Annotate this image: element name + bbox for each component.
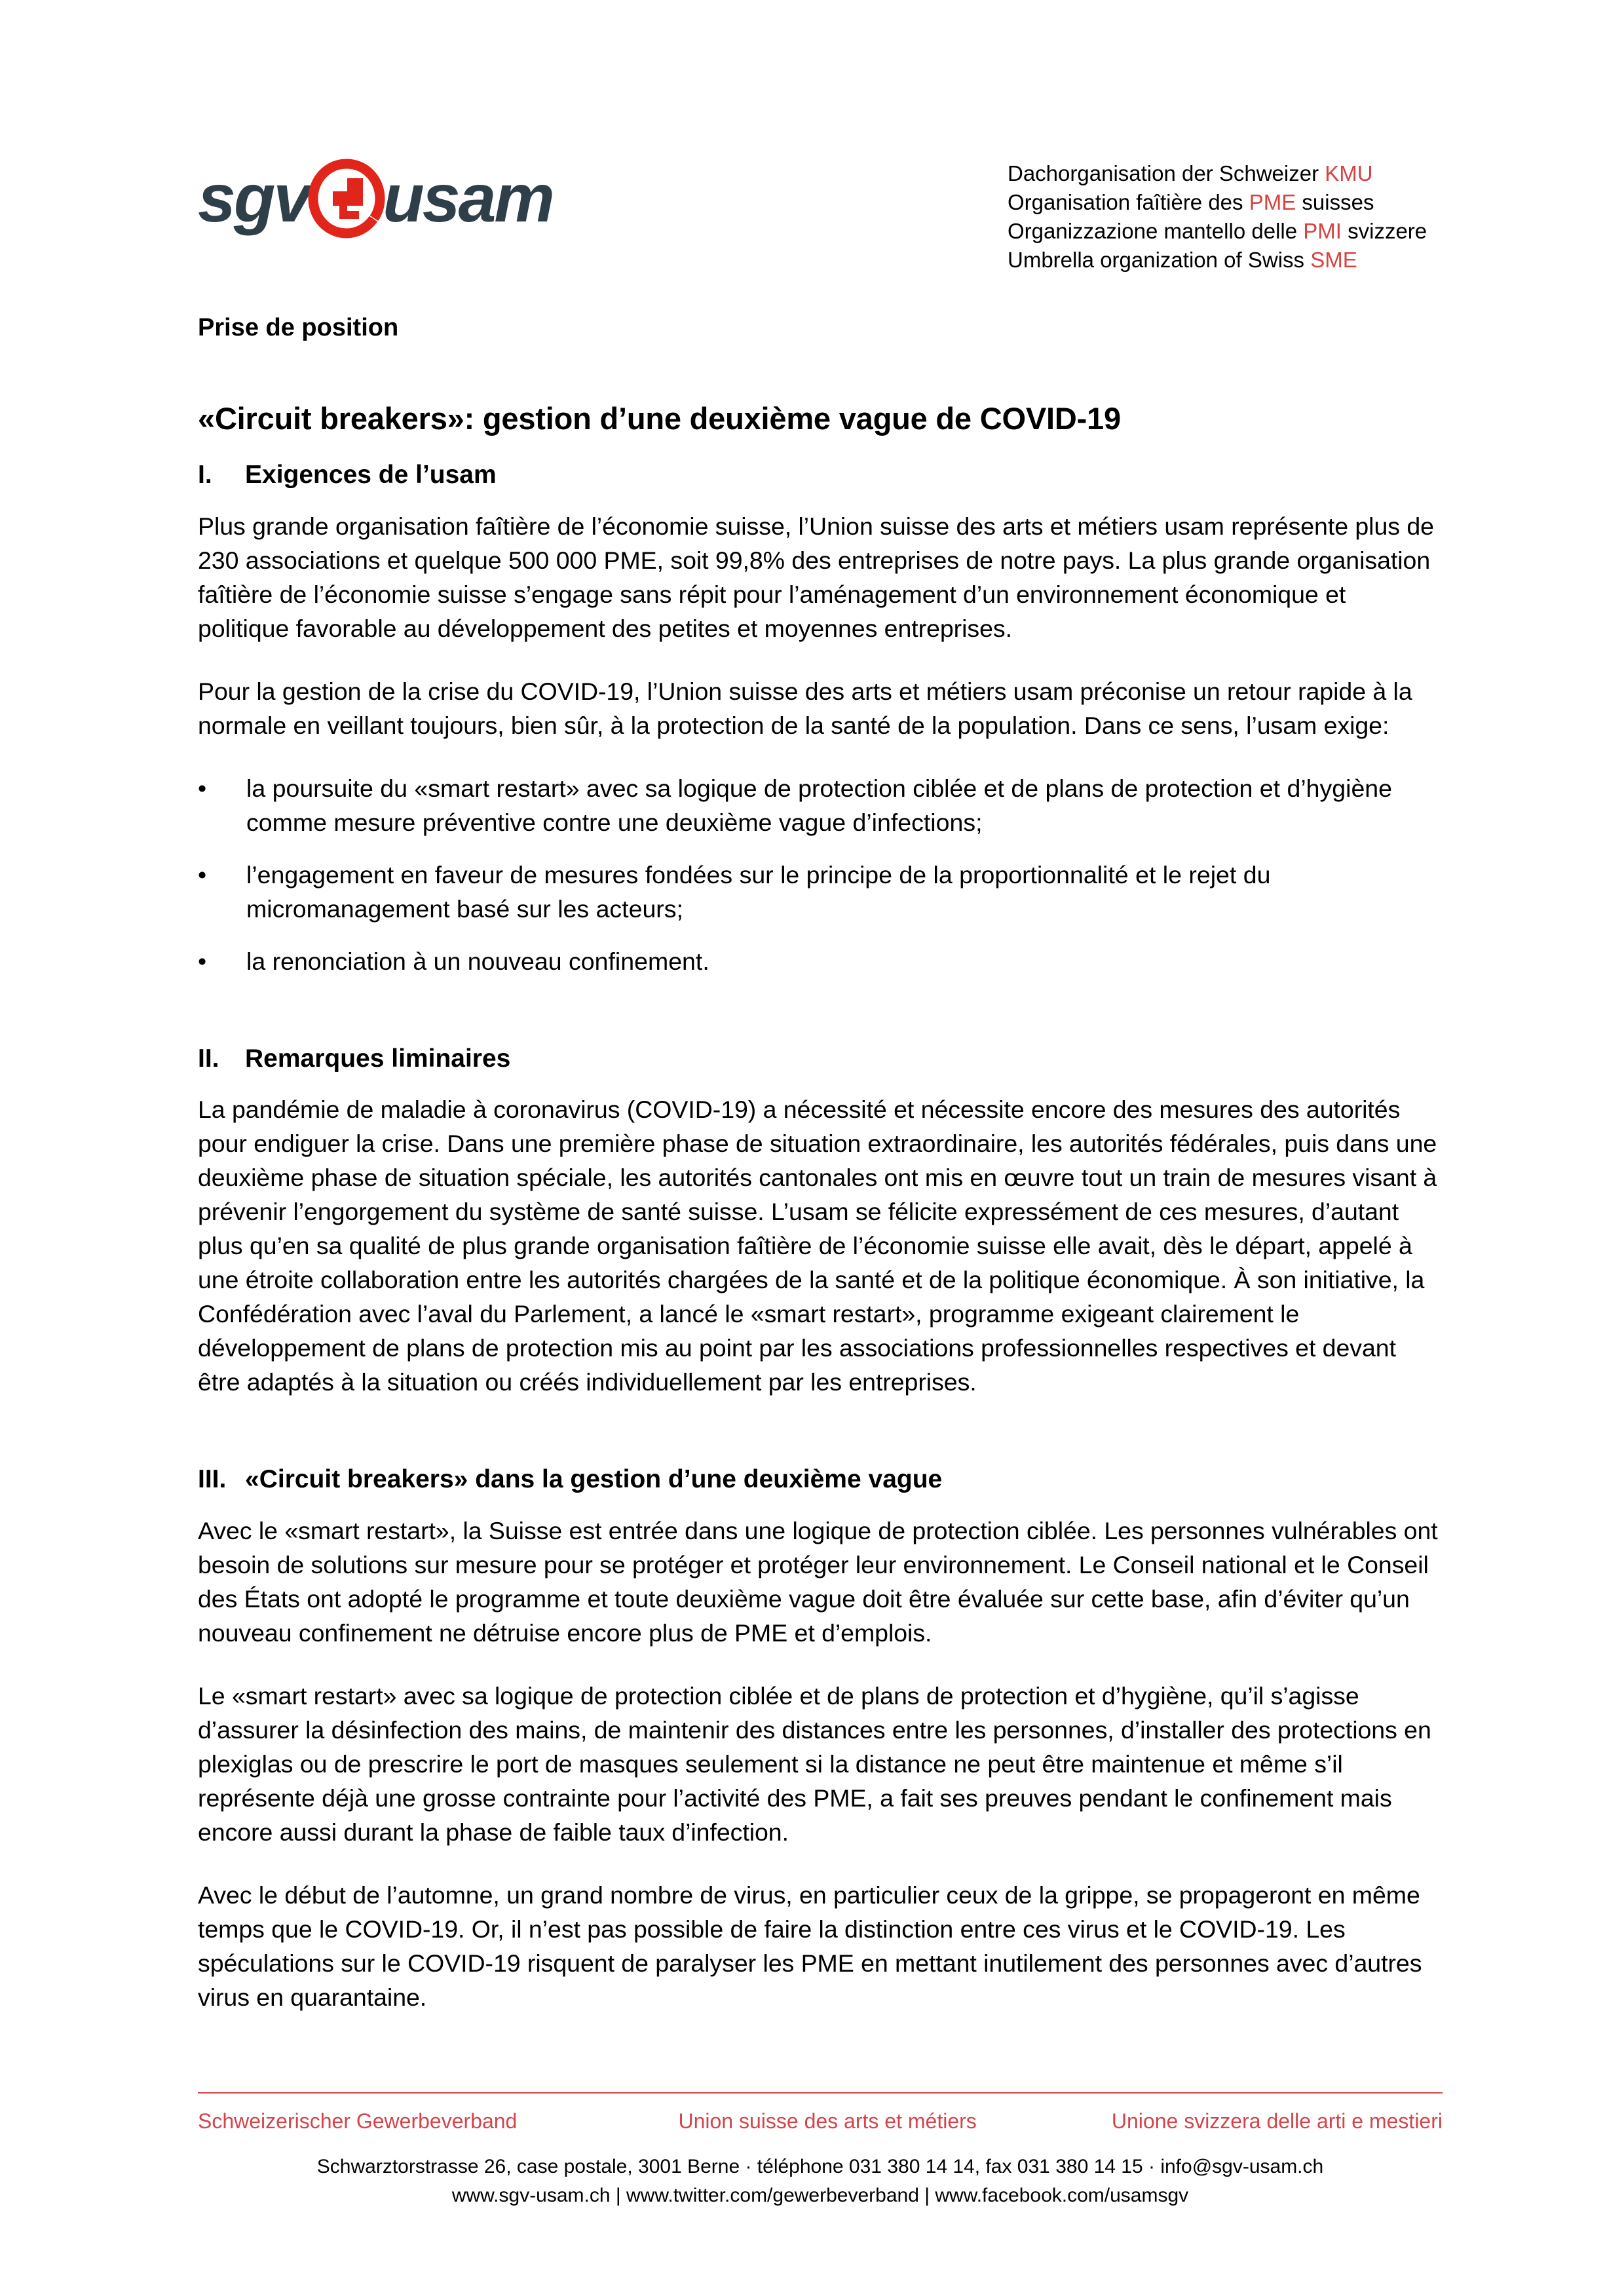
section-number-2: II. [198,1044,219,1073]
paragraph: La pandémie de maladie à coronavirus (COVID-19) a nécessité et nécessite encore des mesures des autorités pour endiguer la crise. Dans une première phase de situation extraordinaire, les autorités fédérales, puis dans une deuxième phase de situation spéciale, les autorités cantonales ont mis en œuvre tout un train de mesures visant à prévenir l’engorgement du système de santé suisse. L’usam se félicite expressément de ces mesures, d’autant plus qu’en sa qualité de plus grande organisation faîtière de l’économie suisse elle avait, dès le départ, appelé à une étroite collaboration entre les autorités chargées de la santé et de la politique économique. À son initiative, la Confédération avec l’aval du Parlement, a lancé le «smart restart», programme exigeant clairement le développement de plans de protection mis au point par les associations professionnelles respectives et devant être adaptés à la situation ou créés individuellement par les entreprises. [198,1096,1437,1396]
acronym-kmu: KMU [1325,161,1373,185]
section-label-1: Exigences de l’usam [245,461,497,489]
sgv-usam-logo [198,159,553,238]
footer-org-fr: Union suisse des arts et métiers [678,2109,977,2133]
header-lang-it: Organizzazione mantello delle PMI svizzere [1008,219,1427,243]
section-number-1: I. [198,461,212,489]
sections-flow [198,459,1443,2043]
page-footer [198,2092,1443,2210]
section-heading-3 [198,1463,1443,1497]
paragraph: Avec le «smart restart», la Suisse est entrée dans une logique de protection ciblée. Les personnes vulnérables ont besoin de solutions sur mesure pour se protéger et protéger leur environnement. Le Conseil national et le Conseil des États ont adopté le programme et toute deuxième vague doit être évaluée sur cette base, afin d’éviter qu’un nouveau confinement ne détruise encore plus de PME et d’emplois. [198,1517,1438,1647]
section-heading-2 [198,1043,1443,1076]
section-heading-1 [198,459,1443,492]
paragraph: Avec le début de l’automne, un grand nombre de virus, en particulier ceux de la grippe, se propageront en même temps que le COVID-19. Or, il n’est pas possible de faire la distinction entre ces virus et le COVID-19. Les spéculations sur le COVID-19 risquent de paralyser les PME en mettant inutilement des personnes avec d’autres virus en quarantaine. [198,1881,1422,2012]
header-lang-en: Umbrella organization of Swiss SME [1008,248,1357,272]
list-item: • la renonciation à un nouveau confinement. [198,944,1443,978]
footer-links-line[interactable]: www.sgv-usam.ch | www.twitter.com/gewerbeverband | www.facebook.com/usamsgv [451,2184,1189,2206]
footer-org-it: Unione svizzera delle arti e mestieri [1111,2109,1443,2133]
acronym-pme: PME [1249,190,1296,214]
header-language-lines [1008,159,1427,275]
acronym-pmi: PMI [1303,219,1342,243]
document-type-label: Prise de position [198,314,399,341]
requirements-list [198,771,1443,978]
logo-text-sgv: sgv [198,161,310,237]
paragraph: Le «smart restart» avec sa logique de protection ciblée et de plans de protection et d’hygiène, qu’il s’agisse d’assurer la désinfection des mains, de maintenir des distances entre les personnes, d’installer des protections en plexiglas ou de prescrire le port de masques seulement si la distance ne peut être maintenue et même s’il représente déjà une grosse contrainte pour l’activité des PME, a fait ses preuves pendant le confinement mais encore aussi durant la phase de faible taux d’infection. [198,1682,1431,1846]
footer-divider [198,2092,1443,2094]
footer-address-line: Schwarztorstrasse 26, case postale, 3001 Berne · téléphone 031 380 14 14, fax 031 380 14 15 · info@sgv-usam.ch [316,2155,1324,2177]
acronym-sme: SME [1310,248,1357,272]
footer-org-names [198,2108,1443,2135]
header-lang-de: Dachorganisation der Schweizer KMU [1008,161,1373,185]
footer-org-de: Schweizerischer Gewerbeverband [198,2109,518,2133]
logo-text-usam: usam [383,161,553,237]
list-item: • l’engagement en faveur de mesures fondées sur le principe de la proportionnalité et le rejet du micromanagement basé sur les acteurs; [198,858,1443,926]
header-lang-fr: Organisation faîtière des PME suisses [1008,190,1374,214]
paragraph: Plus grande organisation faîtière de l’économie suisse, l’Union suisse des arts et métiers usam représente plus de 230 associations et quelque 500 000 PME, soit 99,8% des entreprises de notre pays. La plus grande organisation faîtière de l’économie suisse s’engage sans répit pour l’aménagement d’un environnement économique et politique favorable au développement des petites et moyennes entreprises. [198,512,1434,642]
footer-contact [198,2152,1443,2210]
section-label-2: Remarques liminaires [245,1044,511,1073]
section-spacer [198,1007,1443,1043]
section-number-3: III. [198,1465,227,1494]
section-label-3: «Circuit breakers» dans la gestion d’une deuxième vague [245,1465,943,1494]
list-item: • la poursuite du «smart restart» avec sa logique de protection ciblée et de plans de protection et d’hygiène comme mesure préventive contre une deuxième vague d’infections; [198,771,1443,839]
section-spacer [198,1428,1443,1463]
swiss-cross-ring-icon [307,159,387,239]
page-header [0,0,1624,282]
page-title: «Circuit breakers»: gestion d’une deuxième vague de COVID-19 [198,401,1121,436]
paragraph: Pour la gestion de la crise du COVID-19, l’Union suisse des arts et métiers usam préconise un retour rapide à la normale en veillant toujours, bien sûr, à la protection de la santé de la population. Dans ce sens, l’usam exige: [198,677,1412,739]
